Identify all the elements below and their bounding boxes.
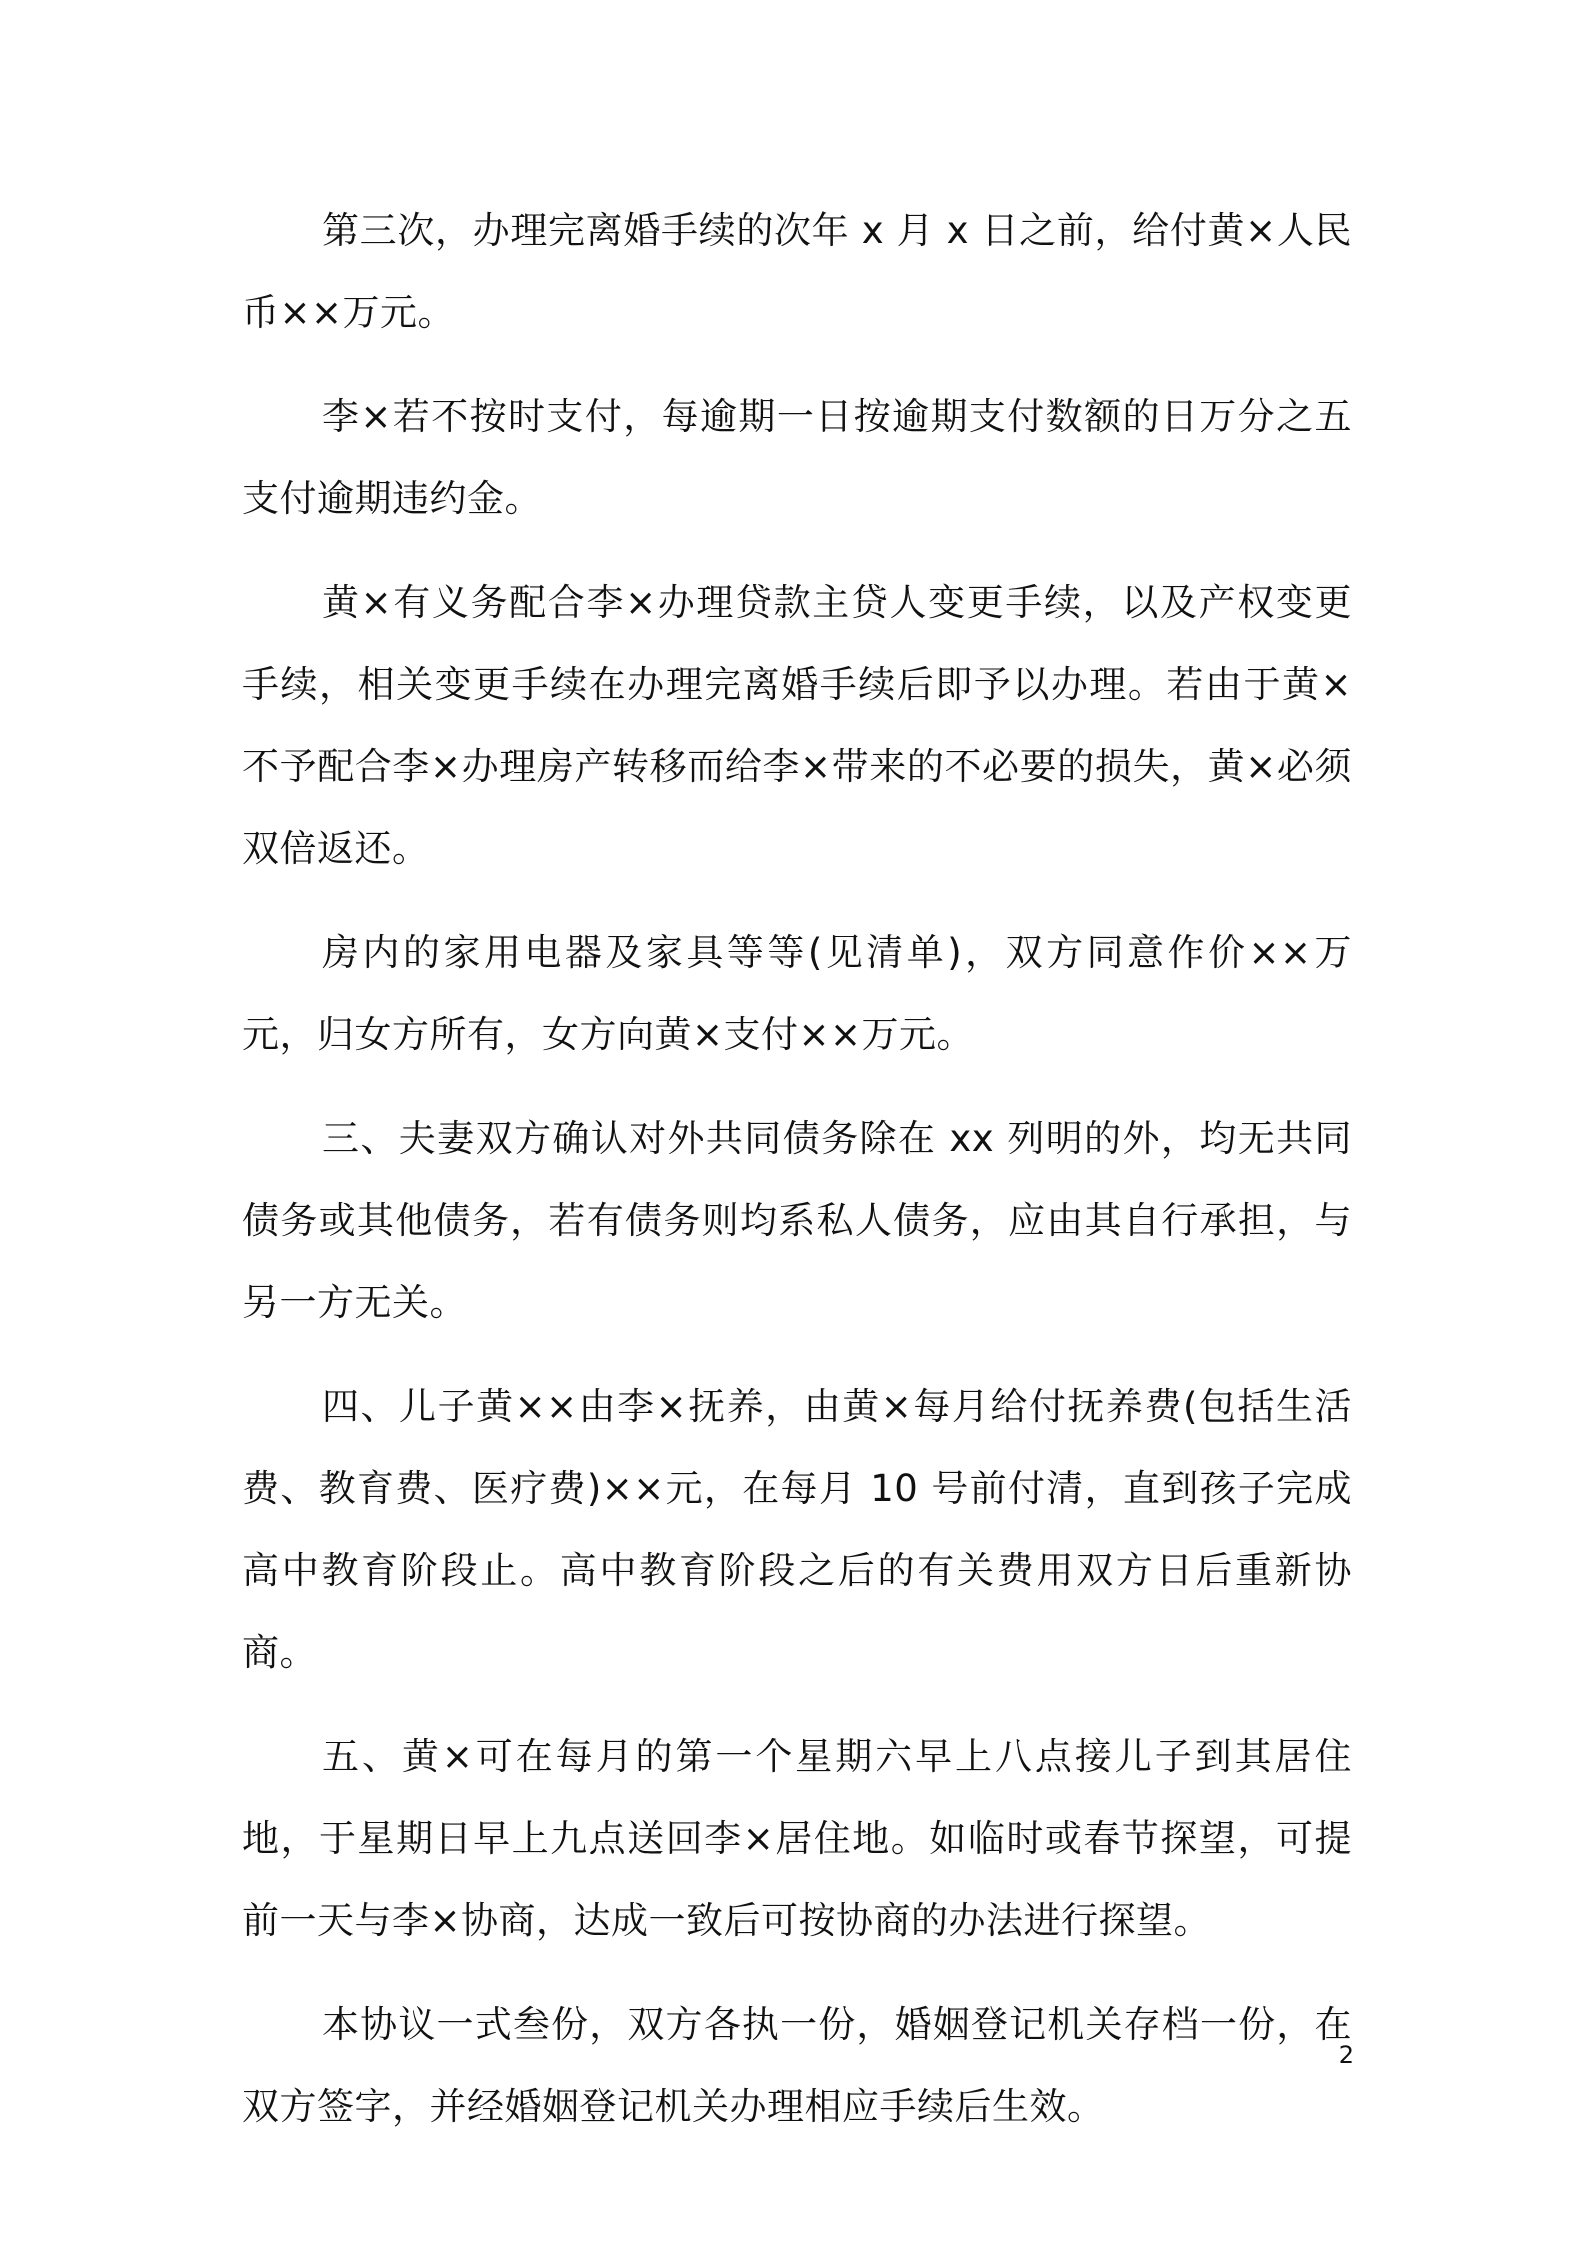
paragraph-clause-four-custody: 四、儿子黄××由李×抚养，由黄×每月给付抚养费(包括生活费、教育费、医疗费)××元，在每月 10 号前付清，直到孩子完成高中教育阶段止。高中教育阶段之后的有关费用双方日后重新协商。 xyxy=(242,1385,1352,1674)
paragraph-loan-transfer: 黄×有义务配合李×办理贷款主贷人变更手续，以及产权变更手续，相关变更手续在办理完离婚手续后即予以办理。若由于黄×不予配合李×办理房产转移而给李×带来的不必要的损失，黄×必须双倍返还。 xyxy=(242,581,1352,870)
paragraph-third-payment: 第三次，办理完离婚手续的次年 x 月 x 日之前，给付黄×人民币××万元。 xyxy=(242,209,1352,334)
document-body xyxy=(242,190,1352,2170)
paragraph-late-penalty: 李×若不按时支付，每逾期一日按逾期支付数额的日万分之五支付逾期违约金。 xyxy=(242,395,1352,520)
paragraph-clause-five-visitation: 五、黄×可在每月的第一个星期六早上八点接儿子到其居住地，于星期日早上九点送回李×居住地。如临时或春节探望，可提前一天与李×协商，达成一致后可按协商的办法进行探望。 xyxy=(242,1735,1352,1942)
paragraph-agreement-copies: 本协议一式叁份，双方各执一份，婚姻登记机关存档一份，在双方签字，并经婚姻登记机关办理相应手续后生效。 xyxy=(242,2003,1352,2128)
paragraph-furniture: 房内的家用电器及家具等等(见清单)，双方同意作价××万元，归女方所有，女方向黄×支付××万元。 xyxy=(242,931,1352,1056)
page-number: 2 xyxy=(1338,2041,1354,2069)
paragraph-clause-three-debts: 三、夫妻双方确认对外共同债务除在 xx 列明的外，均无共同债务或其他债务，若有债务则均系私人债务，应由其自行承担，与另一方无关。 xyxy=(242,1117,1352,1324)
